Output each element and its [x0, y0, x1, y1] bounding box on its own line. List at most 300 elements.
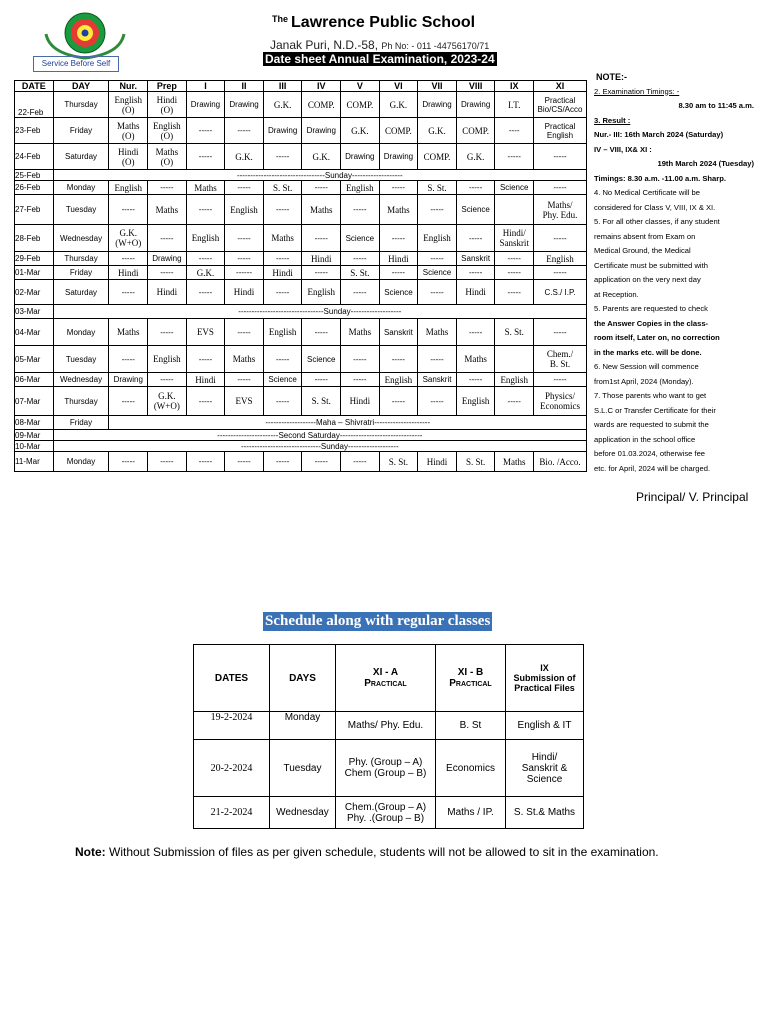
note-line: etc. for April, 2024 will be charged. — [594, 463, 711, 473]
schedule-col-header: XI - B Practical — [436, 645, 506, 712]
datesheet-subject-cell: Hindi — [341, 387, 380, 416]
datesheet-subject-cell: ----- — [456, 319, 495, 346]
datesheet-subject-cell: Maths — [341, 319, 380, 346]
datesheet-subject-cell: ----- — [109, 252, 148, 266]
datesheet-holiday-cell: ------------------------------Sunday------------------- — [53, 441, 586, 452]
notes-heading: NOTE:- — [596, 72, 627, 82]
datesheet-subject-cell: Hindi (O) — [148, 92, 187, 118]
datesheet-date-cell: 26-Feb — [15, 181, 54, 195]
datesheet-subject-cell: ------ — [225, 266, 264, 280]
datesheet-subject-cell: English — [186, 225, 225, 252]
schedule-col-header: IX Submission of Practical Files — [506, 645, 584, 712]
datesheet-subject-cell: ----- — [225, 319, 264, 346]
datesheet-subject-cell: ----- — [495, 252, 534, 266]
schedule-col-header: DAYS — [270, 645, 336, 712]
datesheet-day-cell: Friday — [53, 416, 109, 430]
datesheet-subject-cell: COMP. — [379, 118, 418, 144]
submission-note — [75, 845, 659, 859]
datesheet-subject-cell: Chem./ B. St. — [534, 346, 587, 373]
datesheet-subject-cell: English — [148, 346, 187, 373]
datesheet-date-cell: 22-Feb — [15, 92, 54, 118]
note-line: 5. For all other classes, if any student — [594, 217, 720, 226]
datesheet-subject-cell: Science — [495, 181, 534, 195]
datesheet-subject-cell: Maths — [302, 195, 341, 225]
note-line: before 01.03.2024, otherwise fee — [594, 449, 706, 458]
schedule-cell: 19-2-2024 — [194, 712, 270, 740]
datesheet-subject-cell: ----- — [225, 118, 264, 144]
schedule-cell: Monday — [270, 712, 336, 740]
schedule-cell: Maths/ Phy. Edu. — [336, 712, 436, 740]
datesheet-day-cell: Monday — [53, 452, 109, 472]
schedule-cell: English & IT — [506, 712, 584, 740]
datesheet-date-cell: 09-Mar — [15, 430, 54, 441]
note-text: Without Submission of files as per given schedule, students will not be allowed to sit in the examination. — [105, 845, 659, 859]
schedule-cell: Economics — [436, 740, 506, 797]
datesheet-subject-cell: ----- — [379, 387, 418, 416]
schedule-header-row — [194, 645, 584, 712]
datesheet-subject-cell: ----- — [302, 452, 341, 472]
note-line: 2. Examination Timings: - — [594, 86, 680, 96]
datesheet-subject-cell: Hindi — [186, 373, 225, 387]
datesheet-subject-cell: ----- — [225, 181, 264, 195]
datesheet-holiday-cell: --------------------------------Sunday------------------- — [53, 305, 586, 319]
datesheet-date-cell: 29-Feb — [15, 252, 54, 266]
datesheet-subject-cell: ----- — [534, 225, 587, 252]
datesheet-row — [15, 346, 587, 373]
schedule-cell: Chem.(Group – A) Phy. .(Group – B) — [336, 797, 436, 829]
datesheet-subject-cell: Maths — [263, 225, 302, 252]
datesheet-subject-cell: English — [495, 373, 534, 387]
datesheet-subject-cell: G.K. (W+O) — [109, 225, 148, 252]
note-line: in the marks etc. will be done. — [594, 347, 702, 357]
datesheet-subject-cell: Sanskrit — [418, 373, 457, 387]
datesheet-subject-cell: Hindi (O) — [109, 144, 148, 170]
datesheet-date-cell: 23-Feb — [15, 118, 54, 144]
datesheet-day-cell: Wednesday — [53, 225, 109, 252]
datesheet-subject-cell: ----- — [456, 225, 495, 252]
datesheet-day-cell: Friday — [53, 118, 109, 144]
datesheet-day-cell: Wednesday — [53, 373, 109, 387]
datesheet-subject-cell: Drawing — [456, 92, 495, 118]
datesheet-subject-cell: Maths — [379, 195, 418, 225]
datesheet-subject-cell: S. St. — [418, 181, 457, 195]
datesheet-col-header: IX — [495, 81, 534, 92]
datesheet-subject-cell: ---- — [495, 118, 534, 144]
datesheet-subject-cell: English — [302, 280, 341, 305]
datesheet-date-cell: 24-Feb — [15, 144, 54, 170]
datesheet-subject-cell: C.S./ I.P. — [534, 280, 587, 305]
datesheet-row — [15, 416, 587, 430]
datesheet-holiday-cell: -------------------Maha – Shivratri--------------------- — [109, 416, 587, 430]
datesheet-subject-cell: Sanskrit — [379, 319, 418, 346]
datesheet-subject-cell: S. St. — [379, 452, 418, 472]
datesheet-subject-cell: Hindi — [418, 452, 457, 472]
note-line: Nur.- III: 16th March 2024 (Saturday) — [594, 130, 724, 139]
datesheet-day-cell: Thursday — [53, 92, 109, 118]
datesheet-subject-cell: ----- — [534, 144, 587, 170]
datesheet-subject-cell: ----- — [495, 266, 534, 280]
datesheet-row — [15, 373, 587, 387]
school-name — [272, 14, 475, 32]
datesheet-col-header: IV — [302, 81, 341, 92]
datesheet-subject-cell: ----- — [148, 225, 187, 252]
datesheet-subject-cell: G.K. — [263, 92, 302, 118]
datesheet-subject-cell: ----- — [225, 452, 264, 472]
datesheet-subject-cell: ----- — [418, 280, 457, 305]
datesheet-subject-cell: ----- — [341, 252, 380, 266]
note-line: application in the school office — [594, 434, 696, 444]
principal-signature-label: Principal/ V. Principal — [636, 490, 749, 504]
school-name-text: Lawrence Public School — [291, 14, 476, 31]
datesheet-subject-cell: S. St. — [341, 266, 380, 280]
datesheet-date-cell: 04-Mar — [15, 319, 54, 346]
datesheet-subject-cell: Sanskrit — [456, 252, 495, 266]
schedule-cell: 21-2-2024 — [194, 797, 270, 829]
schedule-col-header: DATES — [194, 645, 270, 712]
note-line: remains absent from Exam on — [594, 231, 696, 241]
note-line: 7. Those parents who want to get — [594, 391, 707, 400]
datesheet-day-cell: Thursday — [53, 252, 109, 266]
datesheet-subject-cell: Drawing — [341, 144, 380, 170]
datesheet-subject-cell: Maths — [148, 195, 187, 225]
datesheet-col-header: VI — [379, 81, 418, 92]
datesheet-subject-cell: Practical Bio/CS/Acco — [534, 92, 587, 118]
datesheet-day-cell: Saturday — [53, 144, 109, 170]
datesheet-subject-cell: English (O) — [109, 92, 148, 118]
datesheet-subject-cell: Drawing — [418, 92, 457, 118]
datesheet-subject-cell: S. St. — [495, 319, 534, 346]
datesheet-subject-cell: English — [418, 225, 457, 252]
datesheet-col-header: Prep — [148, 81, 187, 92]
datesheet-row — [15, 92, 587, 118]
datesheet-row — [15, 305, 587, 319]
datesheet-col-header: III — [263, 81, 302, 92]
datesheet-subject-cell: ----- — [379, 225, 418, 252]
datesheet-subject-cell: English (O) — [148, 118, 187, 144]
datesheet-row — [15, 225, 587, 252]
datesheet-date-cell: 28-Feb — [15, 225, 54, 252]
datesheet-subject-cell: ----- — [148, 266, 187, 280]
datesheet-col-header: DATE — [15, 81, 54, 92]
datesheet-subject-cell: G.K. — [379, 92, 418, 118]
datesheet-subject-cell: ----- — [418, 252, 457, 266]
datesheet-date-cell: 07-Mar — [15, 387, 54, 416]
school-tagline: Service Before Self — [33, 56, 119, 72]
datesheet-subject-cell: English — [263, 319, 302, 346]
datesheet-subject-cell: ----- — [341, 280, 380, 305]
datesheet-subject-cell: ----- — [225, 373, 264, 387]
datesheet-subject-cell — [495, 346, 534, 373]
datesheet-subject-cell: Science — [302, 346, 341, 373]
datesheet-subject-cell: ----- — [341, 195, 380, 225]
datesheet-subject-cell: G.K. — [225, 144, 264, 170]
datesheet-col-header: XI — [534, 81, 587, 92]
datesheet-subject-cell: ----- — [109, 346, 148, 373]
datesheet-subject-cell: EVS — [225, 387, 264, 416]
datesheet-subject-cell: ----- — [263, 144, 302, 170]
datesheet-subject-cell: ----- — [495, 280, 534, 305]
note-line: 4. No Medical Certificate will be — [594, 188, 700, 197]
datesheet-subject-cell: ----- — [341, 452, 380, 472]
datesheet-subject-cell: Drawing — [148, 252, 187, 266]
datesheet-subject-cell: G.K. — [302, 144, 341, 170]
datesheet-date-cell: 27-Feb — [15, 195, 54, 225]
note-line: application on the very next day — [594, 275, 701, 284]
datesheet-subject-cell: ----- — [263, 387, 302, 416]
datesheet-subject-cell: ----- — [109, 195, 148, 225]
datesheet-subject-cell: Science — [379, 280, 418, 305]
datesheet-subject-cell: Hindi/ Sanskrit — [495, 225, 534, 252]
datesheet-holiday-cell: ---------------------------------Sunday------------------- — [53, 170, 586, 181]
datesheet-subject-cell: ----- — [302, 319, 341, 346]
note-line: considered for Class V, VIII, IX & XI. — [594, 202, 716, 212]
datesheet-subject-cell: Physics/ Economics — [534, 387, 587, 416]
datesheet-subject-cell: Maths — [418, 319, 457, 346]
datesheet-subject-cell: G.K. — [456, 144, 495, 170]
datesheet-subject-cell: Science — [341, 225, 380, 252]
datesheet-header-row — [15, 81, 587, 92]
datesheet-date-cell: 06-Mar — [15, 373, 54, 387]
datesheet-subject-cell: Hindi — [225, 280, 264, 305]
datesheet-subject-cell: Hindi — [263, 266, 302, 280]
datesheet-day-cell: Monday — [53, 181, 109, 195]
datesheet-subject-cell: ----- — [148, 373, 187, 387]
datesheet-date-cell: 10-Mar — [15, 441, 54, 452]
datesheet-row — [15, 441, 587, 452]
datesheet-subject-cell: Science — [418, 266, 457, 280]
datesheet-subject-cell: Maths — [109, 319, 148, 346]
datesheet-subject-cell: ----- — [186, 252, 225, 266]
datesheet-subject-cell: ----- — [225, 225, 264, 252]
datesheet-col-header: II — [225, 81, 264, 92]
note-line: IV – VIII, IX& XI : — [594, 144, 652, 154]
datesheet-row — [15, 266, 587, 280]
schedule-table — [193, 644, 584, 829]
datesheet-subject-cell: ----- — [418, 195, 457, 225]
schedule-col-header: XI - A Practical — [336, 645, 436, 712]
schedule-row — [194, 740, 584, 797]
schedule-cell: Phy. (Group – A) Chem (Group – B) — [336, 740, 436, 797]
schedule-cell: Maths / IP. — [436, 797, 506, 829]
datesheet-subject-cell: ----- — [456, 181, 495, 195]
practical-label: Practical — [449, 678, 492, 689]
datesheet-subject-cell: G.K. (W+O) — [148, 387, 187, 416]
datesheet-subject-cell: EVS — [186, 319, 225, 346]
schedule-title: Schedule along with regular classes — [265, 613, 491, 629]
phone-number: Ph No: - 011 -44756170/71 — [381, 41, 490, 51]
note-line: 19th March 2024 (Tuesday) — [657, 159, 754, 168]
note-line: 6. New Session will commence — [594, 362, 699, 371]
datesheet-subject-cell: ----- — [534, 373, 587, 387]
note-line: from1st April, 2024 (Monday). — [594, 376, 694, 386]
datesheet-subject-cell: ----- — [263, 195, 302, 225]
datesheet-row — [15, 319, 587, 346]
schedule-cell: S. St.& Maths — [506, 797, 584, 829]
note-line: 8.30 am to 11:45 a.m. — [678, 101, 754, 110]
datesheet-row — [15, 181, 587, 195]
school-address — [270, 38, 489, 52]
datesheet-subject-cell: ----- — [534, 319, 587, 346]
datesheet-subject-cell: Drawing — [379, 144, 418, 170]
schedule-cell: Wednesday — [270, 797, 336, 829]
datesheet-subject-cell: Drawing — [263, 118, 302, 144]
datesheet-subject-cell: Drawing — [225, 92, 264, 118]
datesheet-day-cell: Saturday — [53, 280, 109, 305]
datesheet-subject-cell: English — [534, 252, 587, 266]
datesheet-col-header: V — [341, 81, 380, 92]
datesheet-subject-cell: COMP. — [341, 92, 380, 118]
datesheet-title: Date sheet Annual Examination, 2023-24 — [265, 52, 495, 66]
datesheet-subject-cell: ----- — [263, 452, 302, 472]
schedule-cell: Hindi/ Sanskrit & Science — [506, 740, 584, 797]
schedule-cell: 20-2-2024 — [194, 740, 270, 797]
datesheet-subject-cell: ----- — [186, 387, 225, 416]
datesheet-row — [15, 195, 587, 225]
datesheet-day-cell: Tuesday — [53, 346, 109, 373]
datesheet-date-cell: 03-Mar — [15, 305, 54, 319]
datesheet-col-header: VIII — [456, 81, 495, 92]
datesheet-date-cell: 25-Feb — [15, 170, 54, 181]
note-line: Medical Ground, the Medical — [594, 246, 691, 255]
datesheet-subject-cell: I.T. — [495, 92, 534, 118]
school-logo — [40, 8, 130, 60]
datesheet-subject-cell: ----- — [186, 346, 225, 373]
datesheet-subject-cell: ----- — [186, 452, 225, 472]
datesheet-row — [15, 430, 587, 441]
datesheet-subject-cell — [495, 195, 534, 225]
datesheet-subject-cell: ----- — [456, 266, 495, 280]
datesheet-subject-cell: Drawing — [186, 92, 225, 118]
notes-panel — [594, 70, 754, 476]
datesheet-subject-cell: Hindi — [302, 252, 341, 266]
note-line: Certificate must be submitted with — [594, 260, 708, 270]
schedule-cell: Tuesday — [270, 740, 336, 797]
datesheet-subject-cell: Maths — [456, 346, 495, 373]
datesheet-subject-cell: ----- — [534, 181, 587, 195]
datesheet-subject-cell: Bio. /Acco. — [534, 452, 587, 472]
datesheet-subject-cell: Science — [263, 373, 302, 387]
schedule-row — [194, 797, 584, 829]
datesheet-subject-cell: ----- — [379, 181, 418, 195]
datesheet-subject-cell: Maths/ Phy. Edu. — [534, 195, 587, 225]
datesheet-subject-cell: Maths — [225, 346, 264, 373]
datesheet-day-cell: Tuesday — [53, 195, 109, 225]
note-line: at Reception. — [594, 289, 639, 299]
datesheet-subject-cell: ----- — [302, 225, 341, 252]
datesheet-subject-cell: ----- — [456, 373, 495, 387]
address-text: Janak Puri, N.D.-58, — [270, 38, 379, 52]
schedule-cell: B. St — [436, 712, 506, 740]
datesheet-subject-cell: ----- — [418, 387, 457, 416]
datesheet-subject-cell: ----- — [148, 181, 187, 195]
datesheet-col-header: VII — [418, 81, 457, 92]
datesheet-row — [15, 170, 587, 181]
datesheet-subject-cell: Drawing — [109, 373, 148, 387]
datesheet-subject-cell: S. St. — [456, 452, 495, 472]
datesheet-subject-cell: ----- — [302, 373, 341, 387]
datesheet-subject-cell: ----- — [186, 118, 225, 144]
note-line: S.L.C or Transfer Certificate for their — [594, 405, 716, 415]
schedule-row — [194, 712, 584, 740]
datesheet-row — [15, 280, 587, 305]
datesheet-subject-cell: ----- — [109, 387, 148, 416]
datesheet-subject-cell: ----- — [302, 266, 341, 280]
datesheet-table — [14, 80, 587, 472]
datesheet-subject-cell: ----- — [495, 144, 534, 170]
datesheet-day-cell: Monday — [53, 319, 109, 346]
datesheet-date-cell: 08-Mar — [15, 416, 54, 430]
datesheet-row — [15, 118, 587, 144]
datesheet-subject-cell: ----- — [379, 266, 418, 280]
datesheet-subject-cell: ----- — [534, 266, 587, 280]
datesheet-subject-cell: ----- — [186, 195, 225, 225]
datesheet-subject-cell: English — [456, 387, 495, 416]
datesheet-holiday-cell: -----------------------Second Saturday------------------------------- — [53, 430, 586, 441]
datesheet-subject-cell: ----- — [186, 144, 225, 170]
datesheet-subject-cell: Maths — [186, 181, 225, 195]
datesheet-row — [15, 252, 587, 266]
datesheet-subject-cell: Hindi — [379, 252, 418, 266]
datesheet-subject-cell: Maths — [495, 452, 534, 472]
datesheet-date-cell: 02-Mar — [15, 280, 54, 305]
datesheet-subject-cell: ----- — [148, 319, 187, 346]
note-label: Note: — [75, 845, 106, 859]
datesheet-subject-cell: ----- — [263, 346, 302, 373]
datesheet-subject-cell: ----- — [263, 280, 302, 305]
datesheet-subject-cell: ----- — [263, 252, 302, 266]
datesheet-subject-cell: English — [341, 181, 380, 195]
datesheet-subject-cell: ----- — [225, 252, 264, 266]
practical-label: Practical — [364, 678, 407, 689]
datesheet-row — [15, 387, 587, 416]
datesheet-subject-cell: English — [225, 195, 264, 225]
datesheet-date-cell: 01-Mar — [15, 266, 54, 280]
datesheet-subject-cell: English — [379, 373, 418, 387]
note-line: 5. Parents are requested to check — [594, 304, 708, 313]
datesheet-subject-cell: Drawing — [302, 118, 341, 144]
note-line: wards are requested to submit the — [594, 420, 709, 429]
datesheet-subject-cell: COMP. — [418, 144, 457, 170]
datesheet-subject-cell: Science — [456, 195, 495, 225]
note-line: the Answer Copies in the class- — [594, 318, 709, 328]
datesheet-subject-cell: Maths (O) — [148, 144, 187, 170]
note-line: room itself, Later on, no correction — [594, 333, 720, 342]
datesheet-date-cell: 11-Mar — [15, 452, 54, 472]
datesheet-date-cell: 05-Mar — [15, 346, 54, 373]
datesheet-subject-cell: ----- — [186, 280, 225, 305]
datesheet-subject-cell: ----- — [148, 452, 187, 472]
datesheet-subject-cell: English — [109, 181, 148, 195]
datesheet-subject-cell: COMP. — [456, 118, 495, 144]
school-name-prefix: The — [272, 14, 289, 24]
datesheet-subject-cell: G.K. — [186, 266, 225, 280]
datesheet-subject-cell: ----- — [418, 346, 457, 373]
datesheet-subject-cell: S. St. — [302, 387, 341, 416]
datesheet-subject-cell: ----- — [379, 346, 418, 373]
note-line: 3. Result : — [594, 115, 631, 125]
datesheet-subject-cell: Practical English — [534, 118, 587, 144]
datesheet-subject-cell: ----- — [109, 280, 148, 305]
datesheet-subject-cell: G.K. — [418, 118, 457, 144]
datesheet-subject-cell: Hindi — [456, 280, 495, 305]
datesheet-row — [15, 452, 587, 472]
datesheet-subject-cell: Hindi — [148, 280, 187, 305]
datesheet-subject-cell: S. St. — [263, 181, 302, 195]
datesheet-day-cell: Friday — [53, 266, 109, 280]
datesheet-subject-cell: ----- — [341, 373, 380, 387]
datesheet-row — [15, 144, 587, 170]
datesheet-subject-cell: Hindi — [109, 266, 148, 280]
